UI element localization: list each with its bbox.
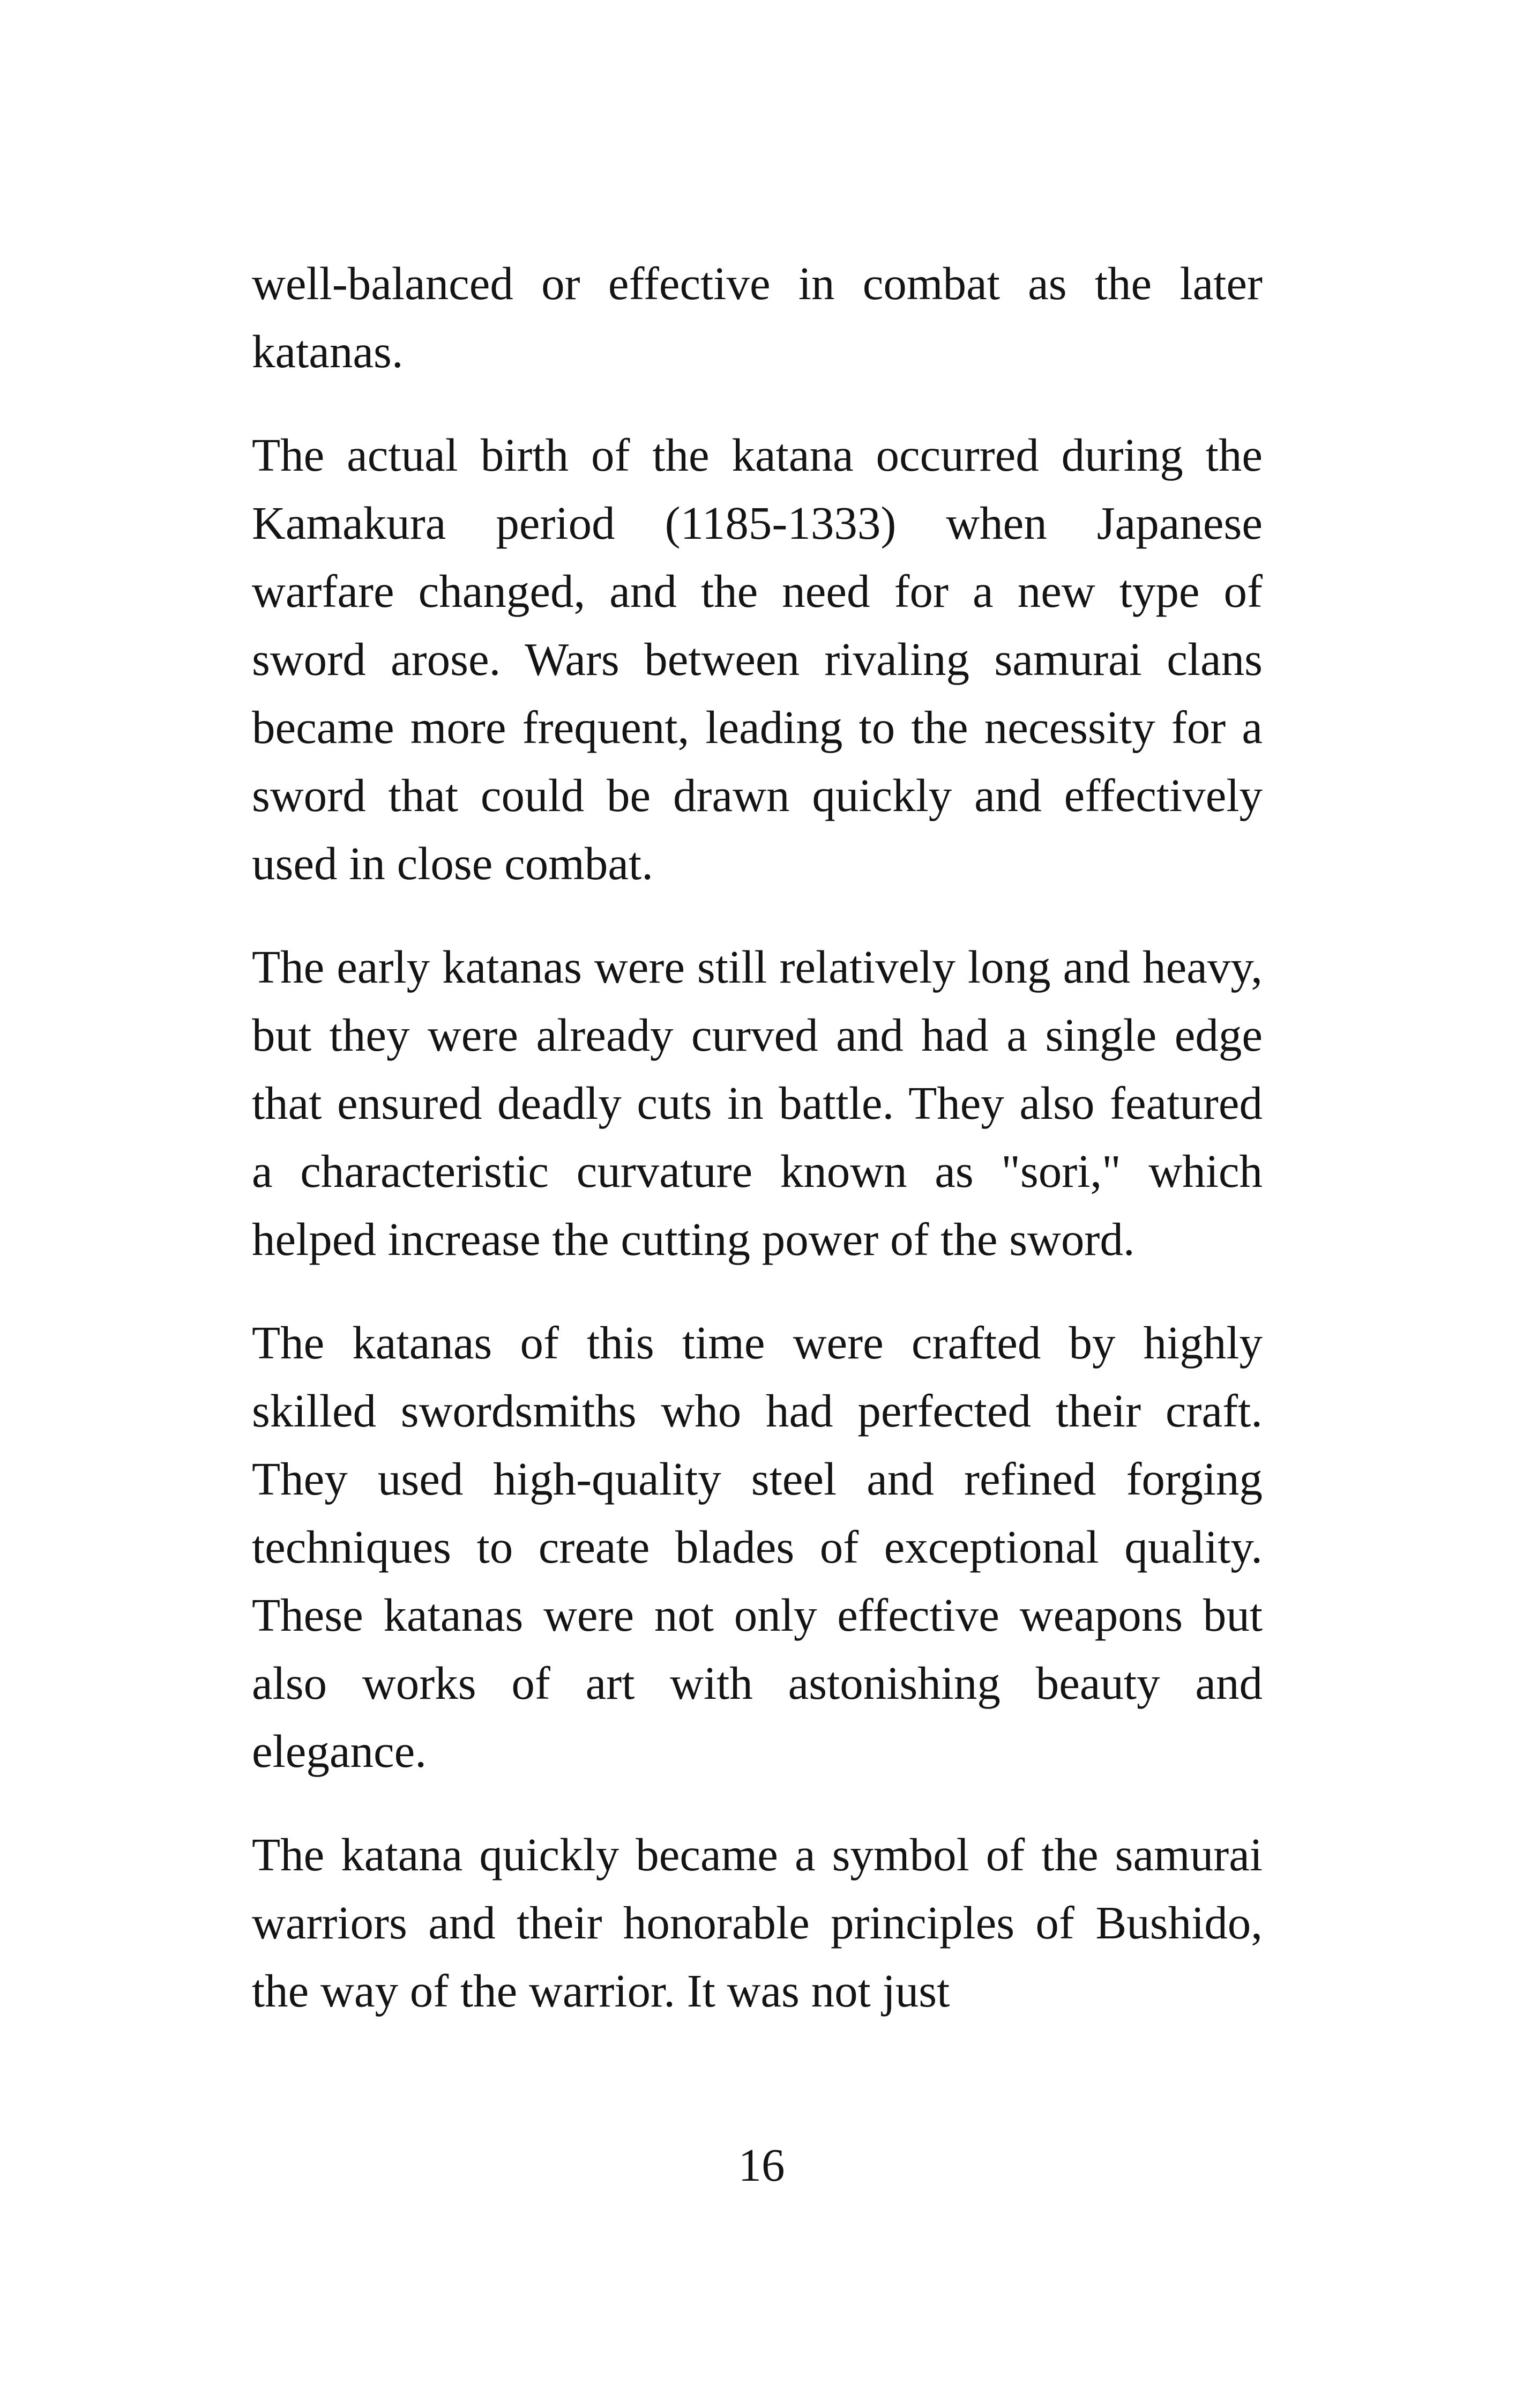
paragraph-1: well-balanced or effective in combat as the later katanas. <box>252 257 1263 377</box>
paragraph-3: The early katanas were still relatively long and heavy, but they were already curved and had a single edge that ensured deadly cuts in battle. They also featured a characteristic curvature known as "sori," which helped increase the cutting power of the sword. <box>252 941 1263 1265</box>
body-text <box>252 249 1263 2060</box>
paragraph-4: The katanas of this time were crafted by highly skilled swordsmiths who had perfected their craft. They used high-quality steel and refined forging techniques to create blades of exceptional quality. These katanas were not only effective weapons but also works of art with astonishing beauty and elegance. <box>252 1317 1263 1777</box>
paragraph-5: The katana quickly became a symbol of the samurai warriors and their honorable principles of Bushido, the way of the warrior. It was not just <box>252 1829 1263 2017</box>
page-number: 16 <box>738 2139 785 2191</box>
paragraph-2: The actual birth of the katana occurred during the Kamakura period (1185-1333) when Japanese warfare changed, and the need for a new type of sword arose. Wars between rivaling samurai clans became more frequent, leading to the necessity for a sword that could be drawn quickly and effectively used in close combat. <box>252 429 1263 889</box>
